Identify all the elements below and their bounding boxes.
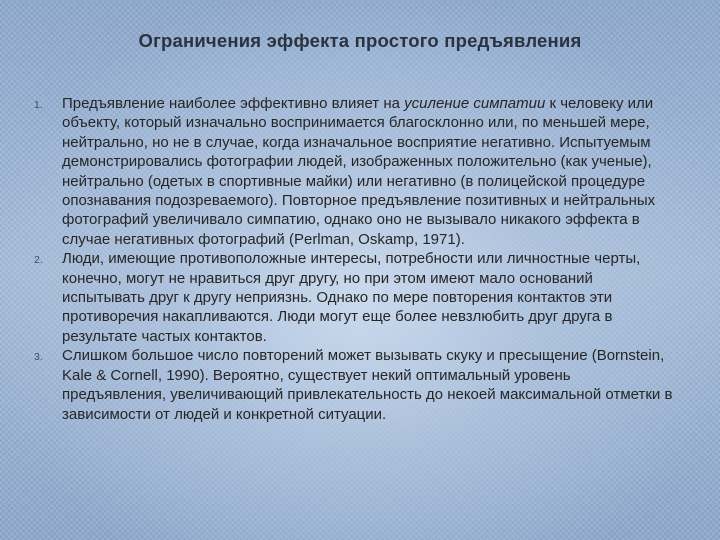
list-item-number: 3. (34, 351, 43, 364)
list-item (34, 346, 674, 424)
list-item-number: 1. (34, 99, 43, 111)
list-item-text-start: Предъявление наиболее эффективно влияет на (62, 95, 405, 112)
list-item (34, 249, 674, 346)
list-item-text: Слишком большое число повторений может вызывать скуку и пресыщение (Bornstein, Kale & Cornell, 1990). Вероятно, существует некий оптимальный уровень предъявления, увеличивающий привлекательность до некоей максимальной отметки в зависимости от людей и конкретной ситуации. (62, 347, 673, 423)
list-item-text (62, 94, 674, 249)
list-item-text-end: к человеку или объекту, который изначально воспринимается благосклонно или, по меньшей мере, нейтрально, но не в случае, когда изначальное восприятие негативно. Испытуемым демонстрировались фотографии людей, изображенных положительно (как ученые), нейтрально (одетых в спортивные майки) или негативно (в полицейской процедуре опознавания подозреваемого). Повторное предъявление позитивных и нейтральных фотографий увеличивало симпатию, однако оно не вызывало никакого эффекта в случае негативных фотографий (Perlman, Oskamp, 1971). (62, 95, 656, 248)
slide-title: Ограничения эффекта простого предъявления (138, 30, 582, 51)
numbered-list (34, 94, 674, 424)
list-item-emphasis: усиление симпатии (404, 95, 546, 112)
list-item-text: Люди, имеющие противоположные интересы, потребности или личностные черты, конечно, могут не нравиться друг другу, но при этом имеют мало оснований испытывать друг к другу неприязнь. Однако по мере повторения контактов эти противоречия накапливаются. Люди могут еще более невзлюбить друг друга в результате частых контактов. (62, 250, 641, 345)
list-item-number: 2. (34, 254, 43, 267)
list-item (34, 94, 674, 249)
